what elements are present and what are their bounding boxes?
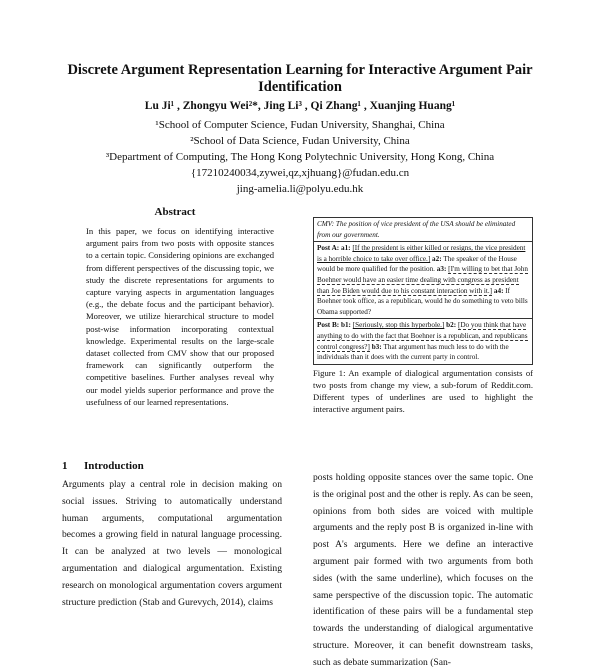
post-a-argument-3: [I'm willing to bet that John Boehner would have an easier time dealing with congress as president than Joe Biden would due to his constant interaction with it.] (317, 265, 528, 295)
section-number: 1 (62, 460, 68, 472)
email-fudan: {17210240034,zywei,qz,xjhuang}@fudan.edu.cn (190, 167, 410, 179)
section-heading (62, 460, 144, 472)
figure-1-box (313, 217, 533, 365)
figure-caption: Figure 1: An example of dialogical argumentation consists of two posts from change my view, a sub-forum of Reddit.com. Different types of underlines are used to highlight the interactive argument pairs. (313, 368, 533, 414)
paper-title: Discrete Argument Representation Learning for Interactive Argument Pair Identification (67, 62, 533, 95)
post-a-argument-4: If Boehner took office, as a republican, would he do something to veto bills Obama supported? (317, 286, 528, 316)
post-a-argument-2: The speaker of the House would be more qualified for the position. (317, 254, 517, 274)
post-b-argument-1: [Seriously, stop this hyperbole.] (352, 321, 445, 330)
post-a-label: Post A: (317, 244, 340, 253)
email-polyu: jing-amelia.li@polyu.edu.hk (236, 183, 364, 195)
post-a-tag-3: a3: (434, 265, 449, 274)
post-b (314, 318, 532, 363)
post-b-tag-3: b3: (369, 342, 384, 351)
post-a (314, 242, 532, 318)
section-title: Introduction (84, 460, 144, 472)
post-a-tag-2: a2: (430, 254, 444, 263)
cmv-topic: CMV: The position of vice president of the USA should be eliminated from our government. (314, 218, 532, 242)
abstract-text: In this paper, we focus on identifying interactive argument pairs from two posts with opposite stances to a certain topic. Considering opinions are exchanged from different perspectives of the discussing topic, we study the discrete representations for arguments to capture varying aspects in argumentation languages (e.g., the debate focus and the participant behavior). Moreover, we utilize hierarchical structure to model post-wise information incorporating contextual knowledge. Experimental results on the large-scale dataset collected from CMV show that our proposed framework can significantly outperform the competitive baselines. Further analyses reveal why our model yields superior performance and prove the usefulness of our learned representations. (86, 226, 274, 407)
post-a-argument-1: [If the president is either killed or resigns, the vice president is a horrible choice to take over office.] (317, 244, 526, 263)
post-b-tag-2: b2: (444, 321, 458, 330)
abstract-heading: Abstract (154, 206, 196, 218)
post-b-argument-2: [Do you think that have anything to do with the fact that Boehner is a republican, and republicans control congress?] (317, 321, 528, 351)
affiliation-1: ¹School of Computer Science, Fudan University, Shanghai, China (155, 119, 445, 131)
post-b-label: Post B: (317, 321, 340, 330)
affiliation-2: ²School of Data Science, Fudan University, China (190, 135, 410, 147)
intro-right-column: posts holding opposite stances over the same topic. One is the original post and the other is reply. As can be seen, opinions from both sides are voiced with multiple arguments and the reply post B is organized in-line with post A's arguments. Here we define an interactive argument pair formed with two arguments from both sides (with the same underline), which focuses on the same perspective of the discussion topic. The automatic identification of these pairs will be a fundamental step towards the understanding of dialogical argumentative structure. Moreover, it can benefit downstream tasks, such as debate summarization (San- (313, 472, 533, 668)
intro-left-column: Arguments play a central role in decision making on social issues. Striving to automatically understand human arguments, computational argumentation becomes a growing field in natural language processing. It can be analyzed at two levels — monological argumentation and dialogical argumentation. Existing research on monological argumentation covers argument structure prediction (Stab and Gurevych, 2014), claims (62, 479, 282, 608)
affiliation-3: ³Department of Computing, The Hong Kong Polytechnic University, Hong Kong, China (105, 151, 495, 163)
author-list: Lu Ji¹ , Zhongyu Wei²*, Jing Li³ , Qi Zhang¹ , Xuanjing Huang¹ (144, 100, 456, 112)
post-b-tag-1: b1: (340, 321, 353, 330)
post-a-tag-1: a1: (340, 244, 353, 253)
post-a-tag-4: a4: (492, 286, 506, 295)
post-b-argument-3: That argument has much less to do with the individuals than it does with the current party in control. (317, 342, 509, 362)
